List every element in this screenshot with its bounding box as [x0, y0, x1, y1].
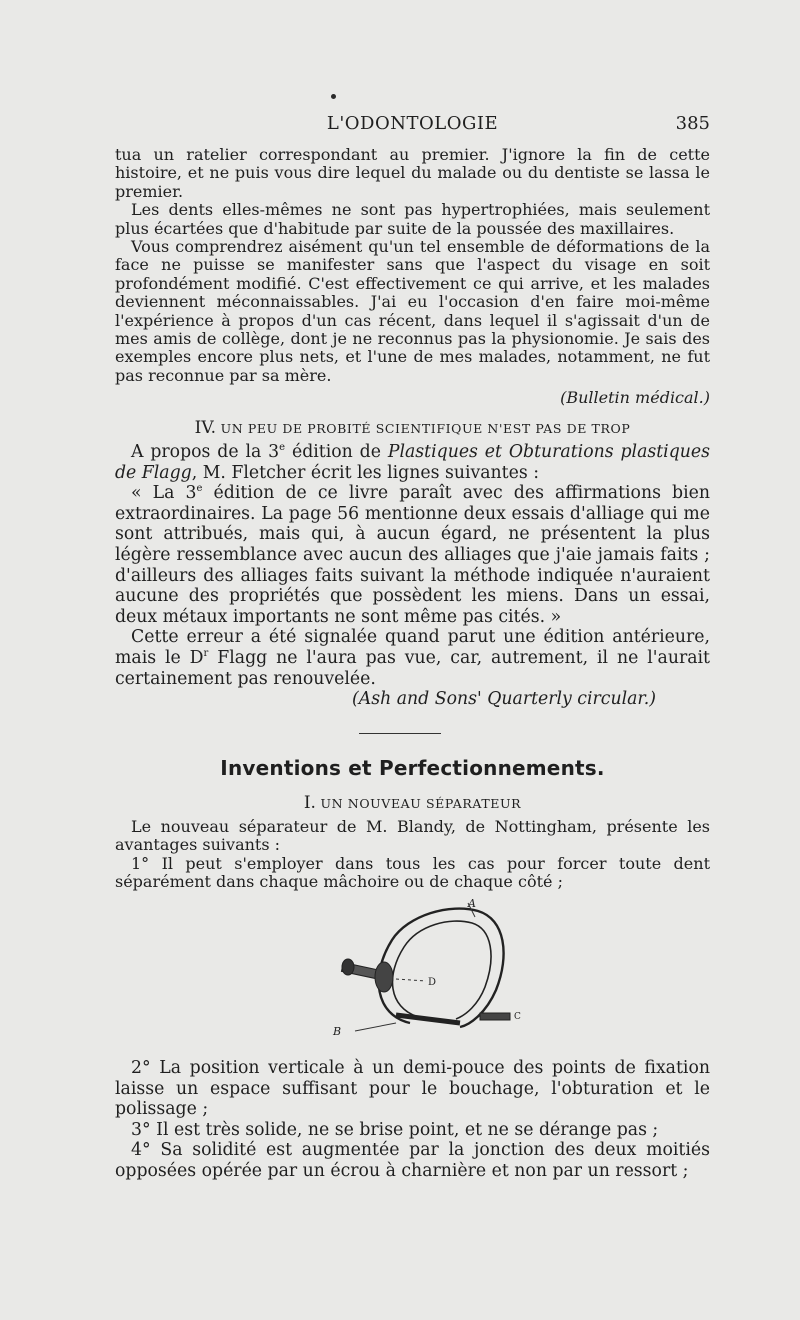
paragraph: 3° Il est très solide, ne se brise point, et ne se dérange pas ;: [131, 1119, 659, 1140]
running-header: [115, 113, 710, 139]
paragraph: Les dents elles-mêmes ne sont pas hypertrophiées, mais seulement plus écartées que d'habitude par suite de la poussée des maxillaires.: [115, 200, 710, 238]
section-heading: Inventions et Perfectionnements.: [220, 756, 605, 780]
article-probite: [115, 442, 710, 710]
ink-dot: [331, 94, 336, 99]
paragraph: 1° Il peut s'employer dans tous les cas pour forcer toute dent séparément dans chaque mâchoire ou de chaque côté ;: [115, 853, 710, 892]
article-separateur-cont: [115, 1058, 710, 1182]
figure-label-a: A: [468, 897, 476, 910]
section-heading-iv: [115, 418, 710, 438]
section-number: IV.: [194, 418, 217, 438]
source-citation: (Bulletin médical.): [560, 388, 710, 408]
journal-title: L'ODONTOLOGIE: [326, 113, 499, 134]
paragraph: Le nouveau séparateur de M. Blandy, de Nottingham, présente les avantages suivants :: [115, 817, 710, 855]
paragraph: 2° La position verticale à un demi-pouce des points de fixation laisse un espace suffisant pour le bouchage, l'obturation et le polissage ;: [115, 1058, 710, 1120]
source-citation: (Ash and Sons' Quarterly circular.): [352, 689, 656, 710]
paragraph: tua un ratelier correspondant au premier. J'ignore la fin de cette histoire, et ne puis vous dire lequel du malade ou du dentiste se lassa le premier.: [115, 145, 710, 201]
figure-label-d: D: [428, 977, 437, 988]
page-number: 385: [675, 113, 710, 134]
paragraph: 4° Sa solidité est augmentée par la jonction des deux moitiés opposées opérée par un écrou à charnière et non par un ressort ;: [115, 1140, 710, 1181]
paragraph: A propos de la 3e édition de Plastiques et Obturations plastiques de Flagg, M. Fletcher écrit les lignes suivantes :: [115, 442, 710, 483]
paragraph: Cette erreur a été signalée quand parut une édition antérieure, mais le $D^r$ Flagg ne l'aura pas vue, car, autrement, il ne l'aurait certainement pas renouvelée.: [115, 627, 710, 689]
paragraph: Vous comprendrez aisément qu'un tel ensemble de déformations de la face ne puisse se manifester sans que l'aspect du visage en soit profondément modifié. C'est effectivement ce qui arrive, et les malades deviennent méconnaissables. J'ai eu l'occasion d'en faire moi-même l'expérience à propos d'un cas récent, dans lequel il s'agissait d'un de mes amis de collège, dont je ne reconnus pas la physionomie. Je sais des exemples encore plus nets, et l'une de mes malades, notamment, ne fut pas reconnue par sa mère.: [115, 237, 710, 385]
figure-label-b: B: [333, 1025, 342, 1038]
section-title: UN PEU DE PROBITÉ SCIENTIFIQUE N'EST PAS DE TROP: [220, 421, 631, 436]
subsection-heading-i: [115, 793, 710, 813]
section-number: I.: [303, 793, 316, 813]
section-divider: [359, 733, 441, 734]
section-title: UN NOUVEAU SÉPARATEUR: [320, 796, 522, 811]
separator-illustration: [300, 895, 530, 1055]
quotation: « La 3e édition de ce livre paraît avec des affirmations bien extraordinaires. La page 56 mentionne deux essais d'alliage qui me sont attribués, mais qui, à aucun égard, ne présentent la plus légère ressemblance avec aucun des alliages que j'aie jamais faits ; d'ailleurs des alliages faits suivant la méthode indiquée n'auraient aucune des propriétés que possèdent les miens. Dans un essai, deux métaux importants ne sont même pas cités. »: [115, 483, 710, 627]
article-separateur: [115, 818, 710, 892]
article-continuation: [115, 146, 710, 408]
figure-label-c: C: [514, 1012, 521, 1022]
